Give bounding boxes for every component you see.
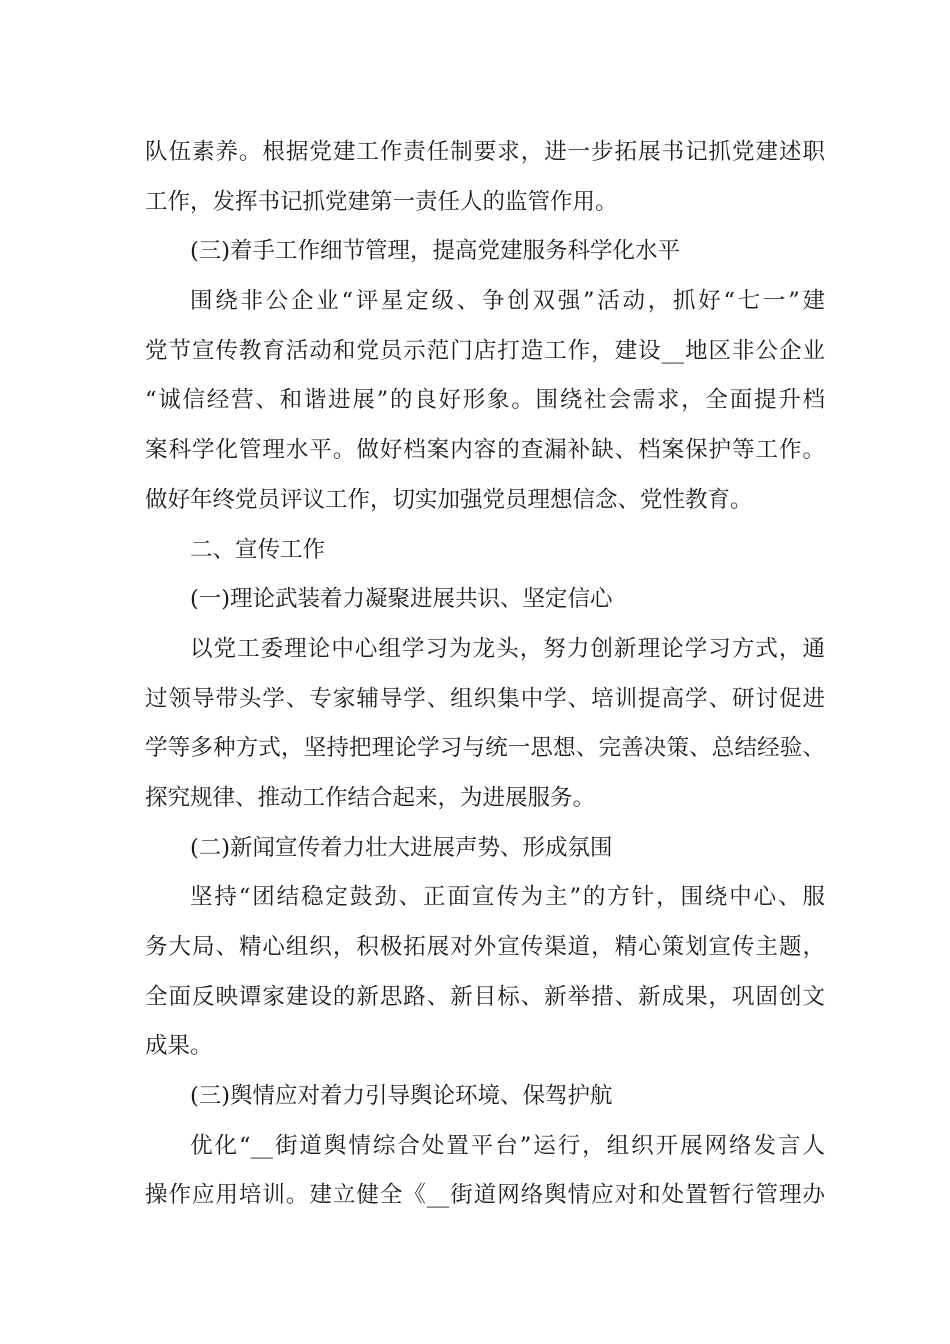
- text-line: 探究规律、推动工作结合起来，为进展服务。: [145, 784, 596, 811]
- text-line: 做好年终党员评议工作，切实加强党员理想信念、党性教育。: [145, 486, 753, 513]
- text-line: (三)舆情应对着力引导舆论环境、保驾护航: [190, 1083, 613, 1110]
- text-line: 二、宣传工作: [190, 536, 326, 563]
- text-line: “诚信经营、和谐进展”的良好形象。围绕社会需求，全面提升档: [145, 387, 825, 414]
- text-line: 全面反映谭家建设的新思路、新目标、新举措、新成果，巩固创文: [145, 983, 825, 1010]
- text-line: (一)理论武装着力凝聚进展共识、坚定信心: [190, 586, 613, 613]
- text-line: 案科学化管理水平。做好档案内容的查漏补缺、档案保护等工作。: [145, 437, 825, 464]
- text-line: (三)着手工作细节管理，提高党建服务科学化水平: [190, 238, 681, 265]
- text-line: 操作应用培训。建立健全《__街道网络舆情应对和处置暂行管理办: [145, 1182, 825, 1209]
- text-line: 队伍素养。根据党建工作责任制要求，进一步拓展书记抓党建述职: [145, 139, 825, 165]
- text-line: 围绕非公企业“评星定级、争创双强”活动，抓好“七一”建: [190, 288, 825, 315]
- text-line: 坚持“团结稳定鼓劲、正面宣传为主”的方针，围绕中心、服: [190, 884, 825, 911]
- text-line: 工作，发挥书记抓党建第一责任人的监管作用。: [145, 188, 618, 215]
- document-body: [145, 128, 825, 1221]
- text-line: 党节宣传教育活动和党员示范门店打造工作，建设__地区非公企业: [145, 337, 825, 364]
- text-line: 务大局、精心组织，积极拓展对外宣传渠道，精心策划宣传主题，: [145, 934, 825, 960]
- text-line: 优化“__街道舆情综合处置平台”运行，组织开展网络发言人: [190, 1132, 825, 1159]
- text-line: 过领导带头学、专家辅导学、组织集中学、培训提高学、研讨促进: [145, 685, 825, 712]
- text-line: 以党工委理论中心组学习为龙头，努力创新理论学习方式，通: [190, 635, 825, 662]
- text-line: (二)新闻宣传着力壮大进展声势、形成氛围: [190, 834, 613, 861]
- text-line: 成果。: [145, 1033, 213, 1060]
- text-line: 学等多种方式，坚持把理论学习与统一思想、完善决策、总结经验、: [145, 735, 825, 762]
